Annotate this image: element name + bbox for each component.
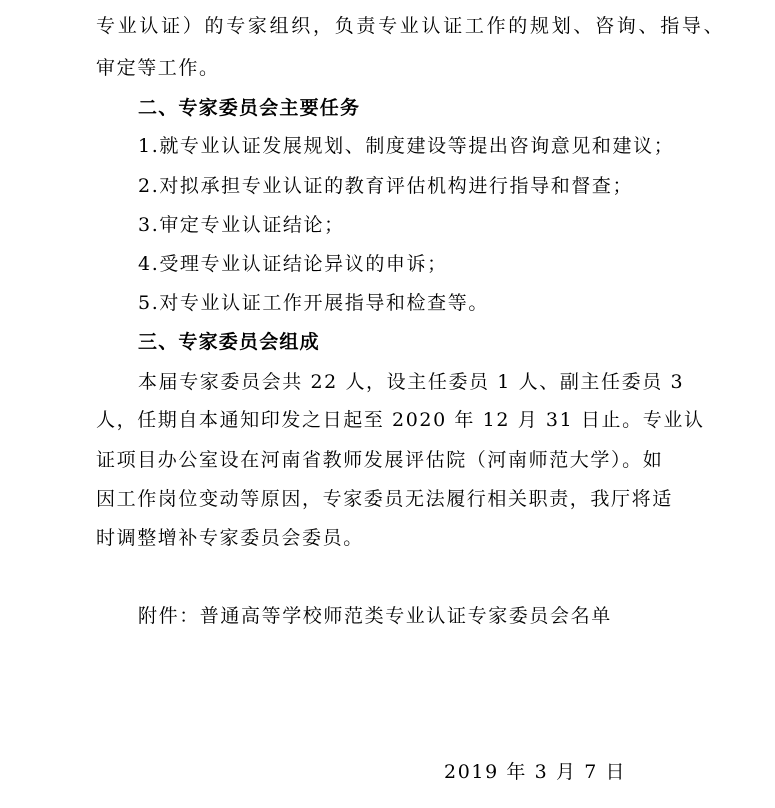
composition-line-4: 因工作岗位变动等原因，专家委员无法履行相关职责，我厅将适 — [96, 488, 673, 510]
task-item-2: 2.对拟承担专业认证的教育评估机构进行指导和督查； — [138, 175, 634, 197]
task-item-1: 1.就专业认证发展规划、制度建设等提出咨询意见和建议； — [138, 135, 675, 157]
composition-line-1: 本届专家委员会共 22 人，设主任委员 1 人、副主任委员 3 — [138, 371, 685, 393]
composition-line-2: 人，任期自本通知印发之日起至 2020 年 12 月 31 日止。专业认 — [96, 409, 705, 431]
document-date: 2019 年 3 月 7 日 — [444, 761, 627, 783]
section-2-heading: 二、专家委员会主要任务 — [138, 97, 361, 119]
task-item-5: 5.对专业认证工作开展指导和检查等。 — [138, 292, 489, 314]
attachment-line: 附件：普通高等学校师范类专业认证专家委员会名单 — [138, 605, 612, 627]
section-3-heading: 三、专家委员会组成 — [138, 331, 320, 353]
task-item-3: 3.审定专业认证结论； — [138, 214, 345, 236]
composition-line-5: 时调整增补专家委员会委员。 — [96, 527, 364, 549]
intro-line-1: 专业认证）的专家组织，负责专业认证工作的规划、咨询、指导、 — [96, 15, 726, 37]
intro-line-2: 审定等工作。 — [96, 57, 220, 79]
composition-line-3: 证项目办公室设在河南省教师发展评估院（河南师范大学）。如 — [96, 449, 664, 471]
task-item-4: 4.受理专业认证结论异议的申诉； — [138, 253, 448, 275]
